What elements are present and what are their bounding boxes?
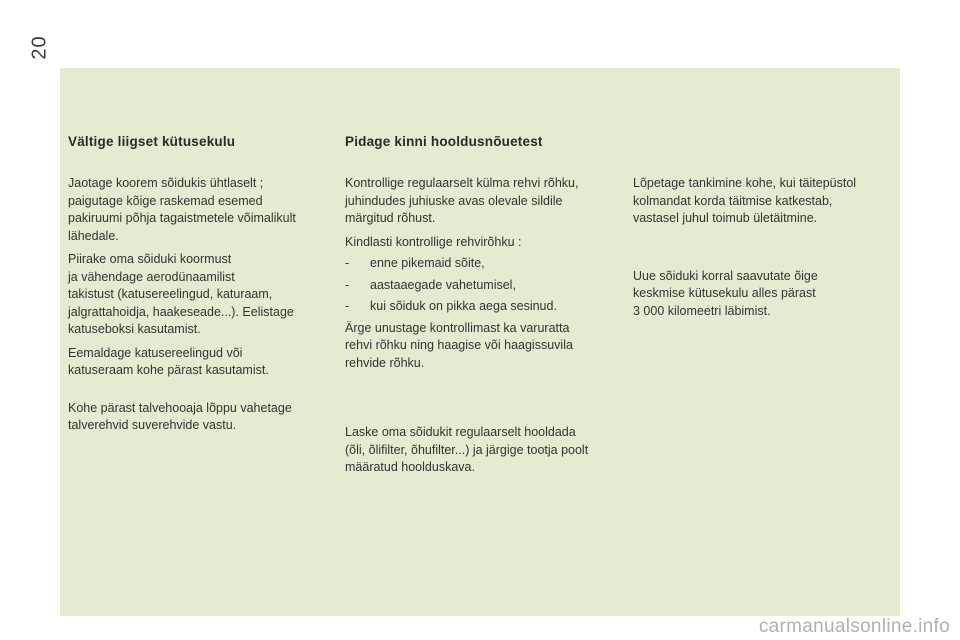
paragraph-reduce-load: Piirake oma sõiduki koormust ja vähendage aerodünaamilist takistust (katusereelingud, katuraam, jalgrattahoidja, haakeseade...). Eelistage katuseboksi kasutamist.	[68, 252, 294, 336]
column-1	[68, 175, 338, 435]
list-dash: -	[345, 256, 350, 270]
paragraph-refuelling: Lõpetage tankimine kohe, kui täitepüstol kolmandat korda täitmise katkestab, vastasel juhul toimub ületäitmine.	[633, 176, 857, 225]
list-item-text: aastaaegade vahetumisel,	[370, 277, 516, 292]
paragraph-remove-roof-bars: Eemaldage katusereelingud või katuseraam kohe pärast kasutamist.	[68, 345, 269, 377]
list-item	[345, 255, 625, 273]
list-dash: -	[345, 299, 350, 313]
list-item	[345, 298, 625, 316]
list-item	[345, 277, 625, 295]
list-dash: -	[345, 277, 350, 292]
column-3	[633, 175, 893, 320]
paragraph-load-distribution: Jaotage koorem sõidukis ühtlaselt ; paigutage kõige raskemad esemed pakiruumi põhja tagaistmetele võimalikult lähedale.	[68, 176, 296, 243]
pressure-check-list	[345, 255, 625, 316]
list-item-text: enne pikemaid sõite,	[370, 256, 485, 270]
paragraph-new-vehicle: Uue sõiduki korral saavutate õige keskmise kütusekulu alles pärast 3 000 kilomeetri läbimist.	[633, 268, 818, 318]
list-item-text: kui sõiduk on pikka aega sesinud.	[370, 299, 557, 313]
watermark: carmanualsonline.info	[758, 616, 950, 637]
paragraph-check-pressure-intro: Kindlasti kontrollige rehvirõhku :	[345, 234, 522, 249]
column-2	[345, 175, 625, 477]
heading-maintenance: Pidage kinni hooldusnõuetest	[345, 134, 543, 149]
paragraph-spare-wheel: Ärge unustage kontrollimast ka varuratta rehvi rõhku ning haagise või haagissuvila rehvide rõhku.	[345, 320, 573, 370]
paragraph-service-schedule: Laske oma sõidukit regulaarselt hooldada (õli, õlifilter, õhufilter...) ja järgige tootja poolt määratud hoolduskava.	[345, 425, 589, 474]
paragraph-check-tyre-pressure: Kontrollige regulaarselt külma rehvi rõhku, juhindudes juhiuske avas olevale sildile märgitud rõhust.	[345, 176, 579, 225]
heading-fuel-consumption: Vältige liigset kütusekulu	[68, 134, 236, 149]
page-number: 20	[28, 35, 51, 60]
paragraph-winter-tyres: Kohe pärast talvehooaja lõppu vahetage talverehvid suverehvide vastu.	[68, 400, 292, 432]
